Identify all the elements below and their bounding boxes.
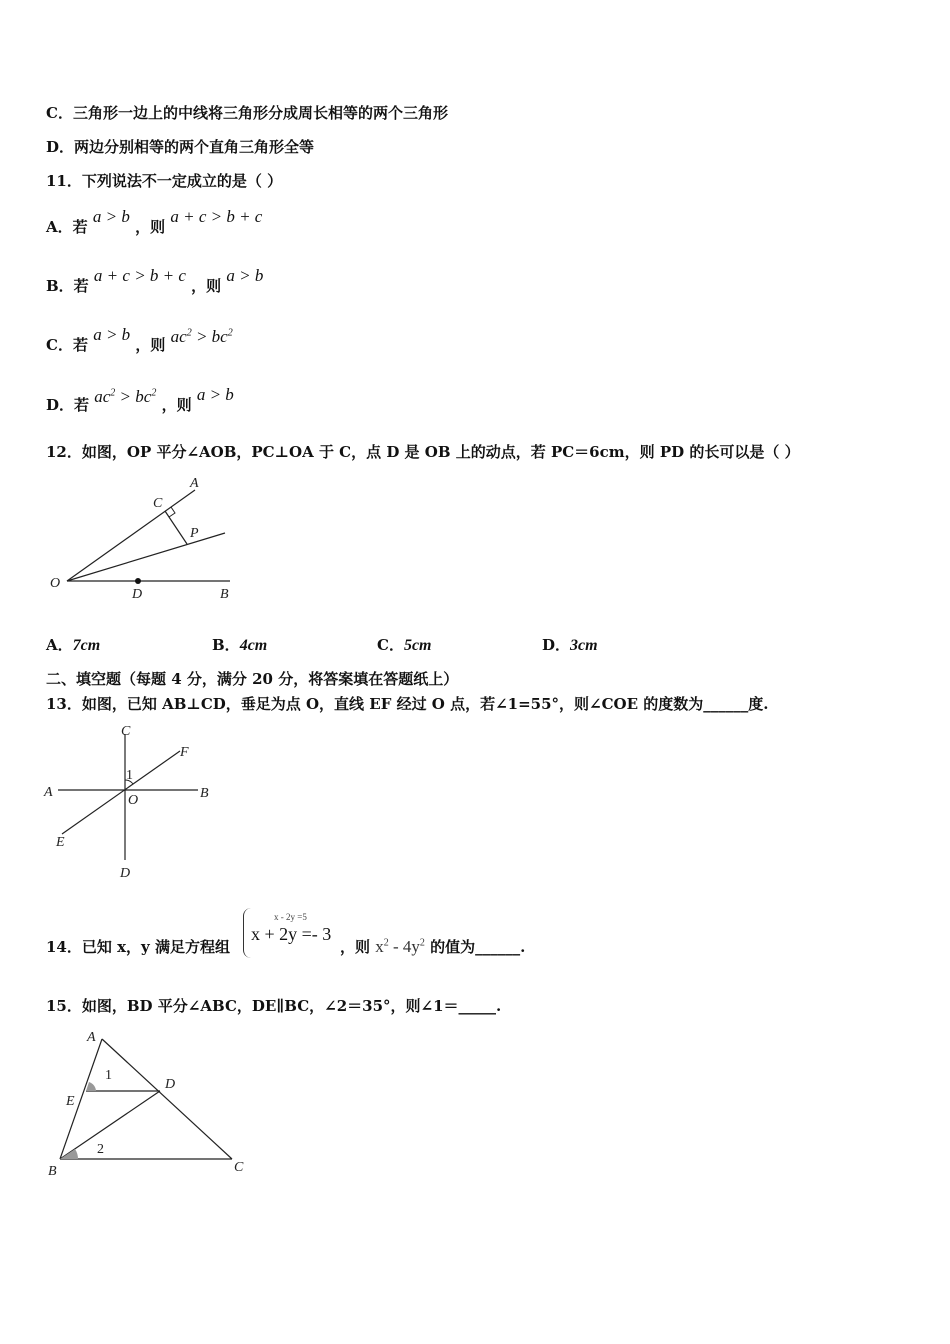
label-d: D <box>132 587 143 602</box>
label-a: A <box>44 785 53 800</box>
label-b: B <box>200 786 209 801</box>
q12-figure <box>40 470 250 610</box>
math-result: $ac^2 > bc^2$ <box>170 327 233 346</box>
q12-option-d: D．3cm <box>542 636 598 654</box>
then-label: ，则 <box>135 218 166 236</box>
option-label: C．若 <box>46 336 88 354</box>
equation-1: x - 2y =5 <box>274 912 307 922</box>
math-result: a > b <box>196 385 234 404</box>
then-label: ，则 <box>135 336 166 354</box>
label-d: D <box>120 866 131 881</box>
line-ef <box>62 751 180 834</box>
option-label: D．若 <box>46 396 90 414</box>
side-ac <box>102 1039 232 1159</box>
segment-bd <box>60 1091 160 1159</box>
label-o: O <box>128 793 139 808</box>
q12-option-a: A．7cm <box>46 636 101 654</box>
ray-op <box>67 533 225 581</box>
label-a: A <box>87 1030 96 1045</box>
q12-stem: 12．如图，OP 平分∠AOB，PC⊥OA 于 C，点 D 是 OB 上的动点，若 PC＝6cm，则 PD 的长可以是（ ） <box>46 443 800 461</box>
label-angle-1: 1 <box>105 1068 112 1083</box>
q13-stem: 13．如图，已知 AB⊥CD，垂足为点 O，直线 EF 经过 O 点，若∠1=55°，则∠COE 的度数为______度. <box>46 695 769 713</box>
equation-2: x + 2y =- 3 <box>251 924 332 944</box>
q14-prefix: 14．已知 x，y 满足方程组 <box>46 938 230 956</box>
q11-option-d <box>46 385 234 415</box>
math-result: a + c > b + c <box>170 207 263 226</box>
q11-option-a <box>46 207 263 237</box>
q11-option-b <box>46 266 264 296</box>
section-heading: 二、填空题（每题 4 分，满分 20 分，将答案填在答题纸上） <box>46 670 459 688</box>
ray-oa <box>67 490 195 581</box>
q11-option-c <box>46 325 233 355</box>
q15-figure <box>40 1025 260 1185</box>
q12-option-b: B．4cm <box>212 636 268 654</box>
q14-suffix: 的值为______. <box>430 938 526 956</box>
label-c: C <box>234 1160 244 1175</box>
then-label: ，则 <box>191 277 222 295</box>
angle-1-shade <box>86 1082 96 1091</box>
math-condition: $ac^2 > bc^2$ <box>94 387 157 406</box>
option-label: B．若 <box>46 277 89 295</box>
math-expression: $x^2 - 4y^2$ <box>375 937 425 956</box>
q15-stem: 15．如图，BD 平分∠ABC，DE∥BC，∠2＝35°，则∠1＝_____. <box>46 997 502 1015</box>
label-c: C <box>121 724 131 739</box>
label-e: E <box>56 835 65 850</box>
label-p: P <box>190 526 199 541</box>
label-b: B <box>48 1164 57 1179</box>
then-label: ，则 <box>340 938 371 956</box>
label-c: C <box>153 496 163 511</box>
q12-option-c: C．5cm <box>377 636 432 654</box>
label-angle-1: 1 <box>126 768 133 783</box>
math-condition: a + c > b + c <box>93 266 186 285</box>
segment-pc <box>165 511 187 544</box>
q11-stem: 11．下列说法不一定成立的是（ ） <box>46 172 283 190</box>
q14-rest <box>340 936 525 957</box>
math-condition: a > b <box>93 325 131 344</box>
math-condition: a > b <box>92 207 130 226</box>
option-label: A．若 <box>46 218 88 236</box>
label-o: O <box>50 576 61 591</box>
label-d: D <box>165 1077 176 1092</box>
q10-option-d: D．两边分别相等的两个直角三角形全等 <box>46 138 315 156</box>
then-label: ，则 <box>161 396 192 414</box>
label-e: E <box>66 1094 75 1109</box>
q10-option-c: C．三角形一边上的中线将三角形分成周长相等的两个三角形 <box>46 104 448 122</box>
label-b: B <box>220 587 229 602</box>
math-result: a > b <box>226 266 264 285</box>
q13-figure <box>40 718 220 883</box>
point-d <box>135 578 141 584</box>
label-f: F <box>180 745 189 760</box>
label-a: A <box>190 476 199 491</box>
label-angle-2: 2 <box>97 1142 104 1157</box>
